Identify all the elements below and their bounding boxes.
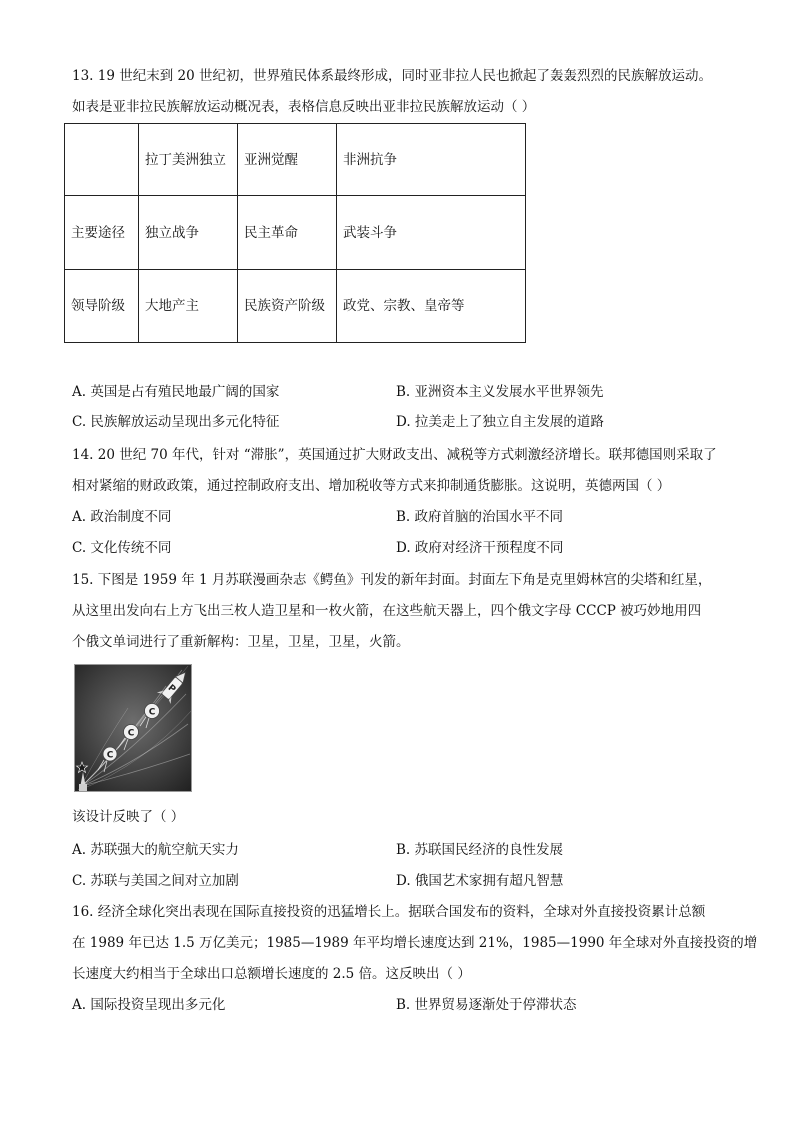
q13-option-a[interactable]: A. 英国是占有殖民地最广阔的国家	[72, 384, 280, 400]
q15-option-c[interactable]: C. 苏联与美国之间对立加剧	[72, 873, 239, 889]
q14-option-a[interactable]: A. 政治制度不同	[72, 509, 172, 525]
table-cell: 主要途径	[65, 196, 139, 270]
q15-option-a[interactable]: A. 苏联强大的航空航天实力	[72, 842, 239, 858]
q15-stem-line2: 从这里出发向右上方飞出三枚人造卫星和一枚火箭，在这些航天器上，四个俄文字母 CCCP 被巧妙地用四	[72, 603, 702, 619]
q13-option-b[interactable]: B. 亚洲资本主义发展水平世界领先	[396, 384, 604, 400]
q15-option-d[interactable]: D. 俄国艺术家拥有超凡智慧	[396, 873, 564, 889]
q13-stem-line1: 13. 19 世纪末到 20 世纪初，世界殖民体系最终形成，同时亚非拉人民也掀起了轰轰烈烈的民族解放运动。	[72, 68, 712, 84]
table-cell: 亚洲觉醒	[238, 124, 337, 196]
table-cell	[65, 124, 139, 196]
q15-stem-line1: 15. 下图是 1959 年 1 月苏联漫画杂志《鳄鱼》刊发的新年封面。封面左下角是克里姆林宫的尖塔和红星，	[72, 572, 712, 588]
table-row	[65, 196, 526, 270]
table-cell: 民主革命	[238, 196, 337, 270]
table-cell: 武装斗争	[337, 196, 526, 270]
poster-letter: C	[106, 750, 114, 761]
q13-option-c[interactable]: C. 民族解放运动呈现出多元化特征	[72, 414, 280, 430]
table-cell: 大地产主	[139, 270, 238, 343]
table-cell: 独立战争	[139, 196, 238, 270]
table-header-row	[65, 124, 526, 196]
q16-option-a[interactable]: A. 国际投资呈现出多元化	[72, 997, 226, 1013]
q14-stem-line1: 14. 20 世纪 70 年代，针对 “滞胀”，英国通过扩大财政支出、减税等方式刺激经济增长。联邦德国则采取了	[72, 447, 717, 463]
table-cell: 政党、宗教、皇帝等	[337, 270, 526, 343]
table-row	[65, 270, 526, 343]
poster-letter: C	[127, 728, 135, 739]
q15-stem-line3: 个俄文单词进行了重新解构：卫星，卫星，卫星，火箭。	[72, 634, 410, 650]
q13-stem-line2: 如表是亚非拉民族解放运动概况表，表格信息反映出亚非拉民族解放运动（ ）	[72, 99, 536, 115]
q15-option-b[interactable]: B. 苏联国民经济的良性发展	[396, 842, 564, 858]
q16-stem-line3: 长速度大约相当于全球出口总额增长速度的 2.5 倍。这反映出（ ）	[72, 966, 471, 982]
table-cell: 非洲抗争	[337, 124, 526, 196]
q13-table	[64, 123, 526, 343]
q16-option-b[interactable]: B. 世界贸易逐渐处于停滞状态	[396, 997, 577, 1013]
q15-prompt: 该设计反映了（ ）	[72, 809, 185, 825]
q14-option-d[interactable]: D. 政府对经济干预程度不同	[396, 540, 564, 556]
table-cell: 领导阶级	[65, 270, 139, 343]
q13-option-d[interactable]: D. 拉美走上了独立自主发展的道路	[396, 414, 604, 430]
q14-option-b[interactable]: B. 政府首脑的治国水平不同	[396, 509, 564, 525]
table-cell: 拉丁美洲独立	[139, 124, 238, 196]
q14-option-c[interactable]: C. 文化传统不同	[72, 540, 172, 556]
poster-letter: P	[165, 683, 178, 696]
q16-stem-line1: 16. 经济全球化突出表现在国际直接投资的迅猛增长上。据联合国发布的资料，全球对外直接投资累计总额	[72, 904, 706, 920]
q16-stem-line2: 在 1989 年已达 1.5 万亿美元；1985—1989 年平均增长速度达到 21%，1985—1990 年全球对外直接投资的增	[72, 935, 758, 951]
q14-stem-line2: 相对紧缩的财政政策，通过控制政府支出、增加税收等方式来抑制通货膨胀。这说明，英德两国（ ）	[72, 478, 671, 494]
table-cell: 民族资产阶级	[238, 270, 337, 343]
crocodile-magazine-cover-image	[74, 664, 192, 792]
poster-letter: C	[148, 707, 156, 718]
